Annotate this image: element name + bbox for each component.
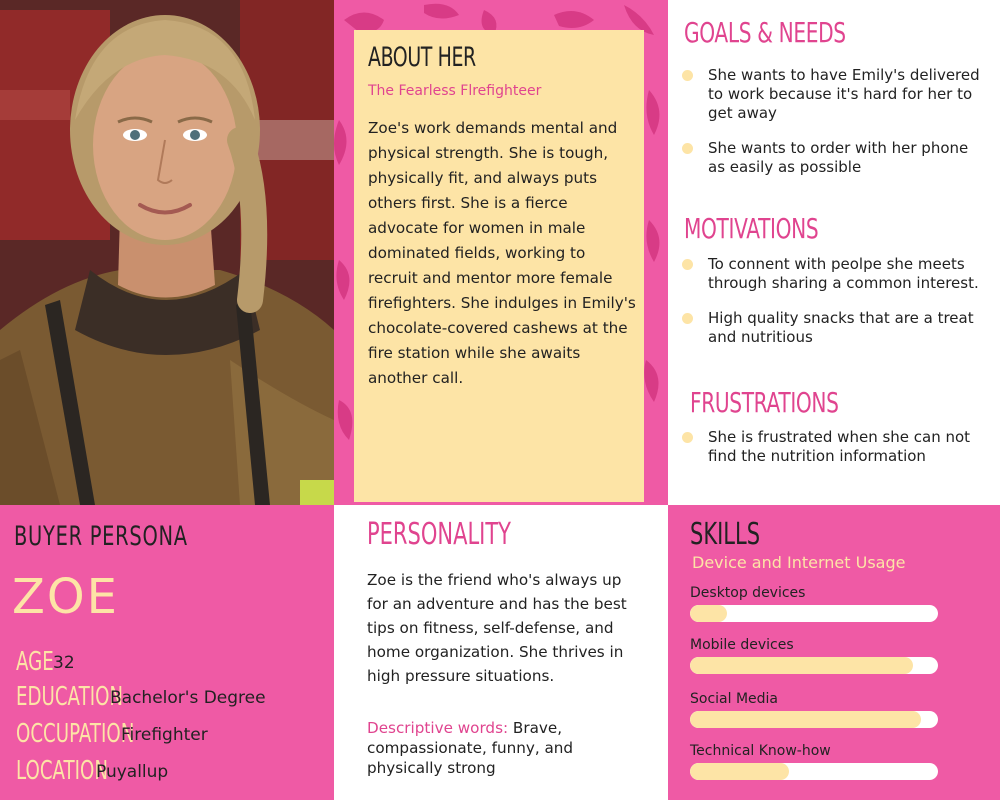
skill-technical (690, 743, 940, 780)
about-body: Zoe's work demands mental and physical strength. She is tough, physically fit, and always puts others first. She is a fierce advocate for women in male dominated fields, working to recruit and mentor more female firefighters. She indulges in Emily's chocolate-covered cashews at the fire station while she awaits another call. (368, 119, 636, 387)
descriptive-words-text: Brave, compassionate, funny, and physically strong (367, 719, 574, 777)
buyer-persona-label: BUYER PERSONA (14, 521, 188, 552)
fact-value: Bachelor's Degree (110, 688, 266, 708)
list-item: She is frustrated when she can not find the nutrition information (682, 428, 982, 466)
skill-social-media (690, 691, 940, 728)
personality-body: Zoe is the friend who's always up for an adventure and has the best tips on fitness, self-defense, and home organization. She thrives in high pressure situations. (367, 571, 627, 685)
skills-title: SKILLS (690, 517, 761, 552)
bullet-icon (682, 143, 693, 154)
bullet-icon (682, 432, 693, 443)
skill-bar-fill (690, 711, 921, 728)
skill-name: Mobile devices (690, 637, 794, 653)
fact-label: EDUCATION (16, 682, 124, 712)
goals-title: GOALS & NEEDS (684, 16, 846, 49)
skill-desktop (690, 585, 940, 622)
motivations-title: MOTIVATIONS (684, 212, 819, 245)
fact-age (16, 647, 75, 677)
fact-label: AGE (16, 647, 54, 677)
skill-bar-fill (690, 763, 789, 780)
personality-title: PERSONALITY (367, 517, 512, 552)
fact-location (16, 756, 169, 786)
goals-list (682, 66, 982, 193)
skill-bar-track (690, 711, 938, 728)
bullet-icon (682, 70, 693, 81)
fact-occupation (16, 719, 208, 749)
skill-bar-fill (690, 657, 913, 674)
descriptive-words (367, 718, 647, 778)
bullet-icon (682, 313, 693, 324)
frustrations-list (682, 428, 982, 482)
skill-bar-track (690, 657, 938, 674)
fact-value: 32 (53, 653, 75, 673)
skill-bar-track (690, 605, 938, 622)
descriptive-words-label: Descriptive words: (367, 719, 509, 737)
frustrations-title: FRUSTRATIONS (690, 386, 839, 419)
list-item: She wants to order with her phone as easily as possible (682, 139, 982, 177)
list-item: High quality snacks that are a treat and nutritious (682, 309, 982, 347)
about-card (354, 30, 644, 502)
persona-photo (0, 0, 334, 505)
fact-label: OCCUPATION (16, 719, 135, 749)
personality-panel (334, 505, 668, 800)
skill-bar-fill (690, 605, 727, 622)
bullet-icon (682, 259, 693, 270)
skill-mobile (690, 637, 940, 674)
skill-name: Technical Know-how (690, 743, 831, 759)
skills-panel (668, 505, 1000, 800)
persona-name: ZOE (12, 569, 119, 625)
about-panel (334, 0, 668, 505)
skill-bar-track (690, 763, 938, 780)
buyer-persona-panel (0, 505, 334, 800)
needs-panel (668, 0, 1000, 505)
fact-label: LOCATION (16, 756, 108, 786)
fact-education (16, 682, 266, 712)
firefighter-portrait-image (0, 0, 334, 505)
about-subtitle: The Fearless Flrefighteer (368, 83, 542, 99)
motivations-list (682, 255, 982, 363)
list-item: To connent with peolpe she meets through sharing a common interest. (682, 255, 982, 293)
about-title: ABOUT HER (368, 42, 476, 73)
fact-value: Puyallup (96, 762, 169, 782)
skill-name: Social Media (690, 691, 779, 707)
skills-subtitle: Device and Internet Usage (692, 553, 906, 572)
fact-value: Firefighter (121, 725, 208, 745)
skill-name: Desktop devices (690, 585, 806, 601)
list-item: She wants to have Emily's delivered to work because it's hard for her to get away (682, 66, 982, 123)
